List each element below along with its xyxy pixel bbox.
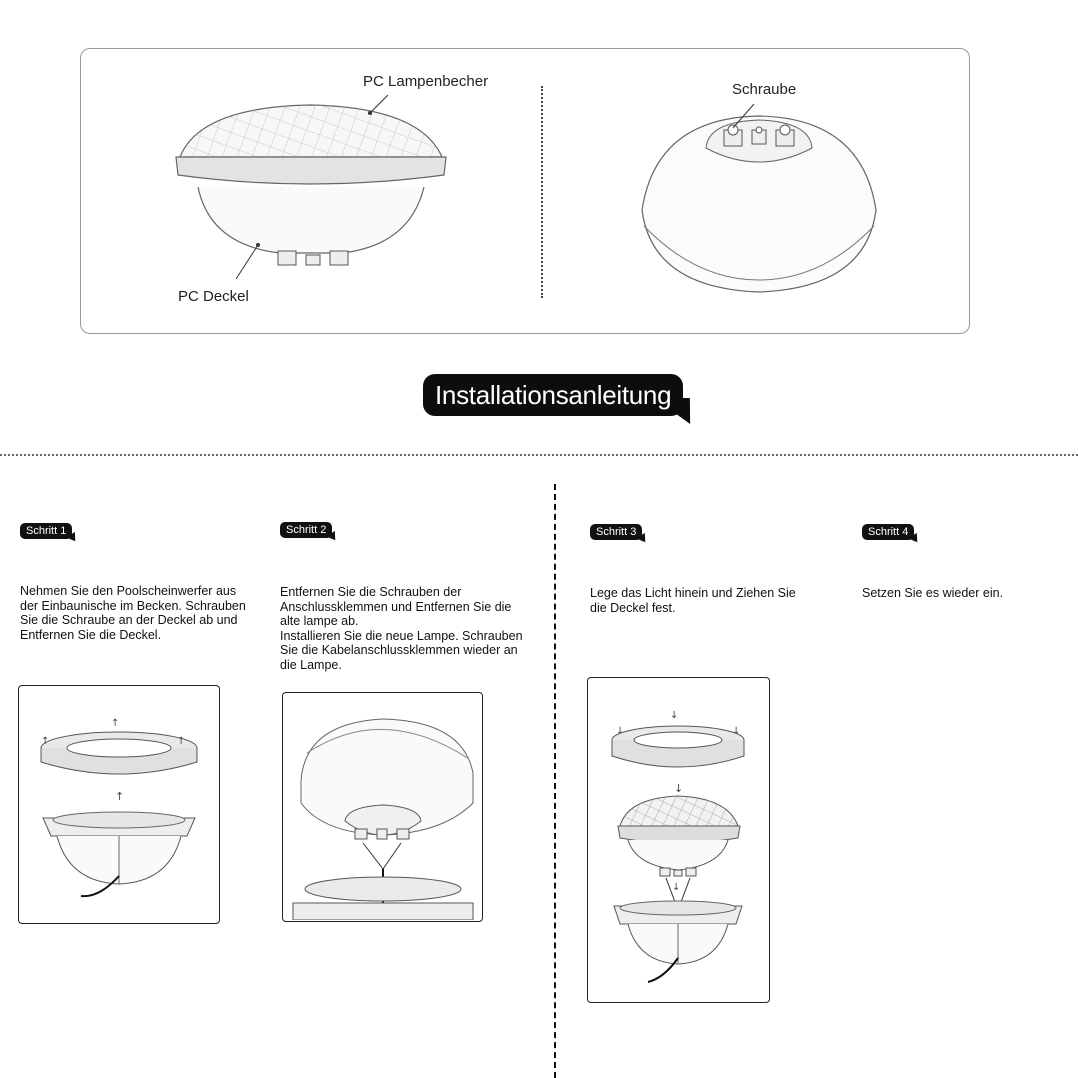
svg-text:↑: ↑ <box>41 736 50 747</box>
svg-text:↑: ↑ <box>115 790 125 803</box>
step-3-line: die Deckel fest. <box>590 600 676 615</box>
step-3-badge: Schritt 3 <box>590 524 642 540</box>
label-cover: PC Deckel <box>178 288 249 305</box>
instructions-title: Installationsanleitung <box>423 374 683 416</box>
step-3-text <box>590 586 796 615</box>
step-4-line: Setzen Sie es wieder ein. <box>862 586 1004 600</box>
step-2-badge: Schritt 2 <box>280 522 332 538</box>
step-1-illustration <box>18 685 220 924</box>
section-divider <box>0 454 1078 456</box>
step-1-line: Sie die Schraube an der Deckel ab und <box>20 613 238 627</box>
svg-text:↓: ↓ <box>670 710 679 721</box>
step-2-line: Anschlussklemmen und Entfernen Sie die <box>280 599 512 614</box>
step-3-line: Lege das Licht hinein und Ziehen Sie <box>590 586 796 600</box>
step-1-badge: Schritt 1 <box>20 523 72 539</box>
svg-text:↓: ↓ <box>674 782 684 795</box>
step-2-line: Installieren Sie die neue Lampe. Schrauben <box>280 628 523 643</box>
overview-divider <box>541 86 543 298</box>
step-4-badge: Schritt 4 <box>862 524 914 540</box>
lamp-side-view-illustration <box>170 95 460 285</box>
svg-text:↓: ↓ <box>732 726 741 737</box>
svg-text:↑: ↑ <box>177 736 186 747</box>
step-3-illustration <box>587 677 770 1003</box>
step-1-text <box>20 584 246 642</box>
step-2-text <box>280 585 523 672</box>
label-screw: Schraube <box>732 81 797 98</box>
svg-text:↓: ↓ <box>672 882 681 893</box>
step-2-illustration <box>282 692 483 922</box>
step-2-line: alte lampe ab. <box>280 614 359 628</box>
svg-text:↓: ↓ <box>616 726 625 737</box>
step-1-line: der Einbaunische im Becken. Schrauben <box>20 598 246 613</box>
step-2-line: die Lampe. <box>280 657 342 672</box>
lamp-back-view-illustration <box>636 100 882 300</box>
step-1-line: Entfernen Sie die Deckel. <box>20 627 162 642</box>
label-cup: PC Lampenbecher <box>363 73 489 90</box>
svg-text:↑: ↑ <box>111 718 120 729</box>
step-2-line: Entfernen Sie die Schrauben der <box>280 585 462 599</box>
step-4-text <box>862 586 1003 601</box>
steps-divider <box>554 484 556 1078</box>
step-1-line: Nehmen Sie den Poolscheinwerfer aus <box>20 584 237 598</box>
step-2-line: Sie die Kabelanschlussklemmen wieder an <box>280 643 518 657</box>
